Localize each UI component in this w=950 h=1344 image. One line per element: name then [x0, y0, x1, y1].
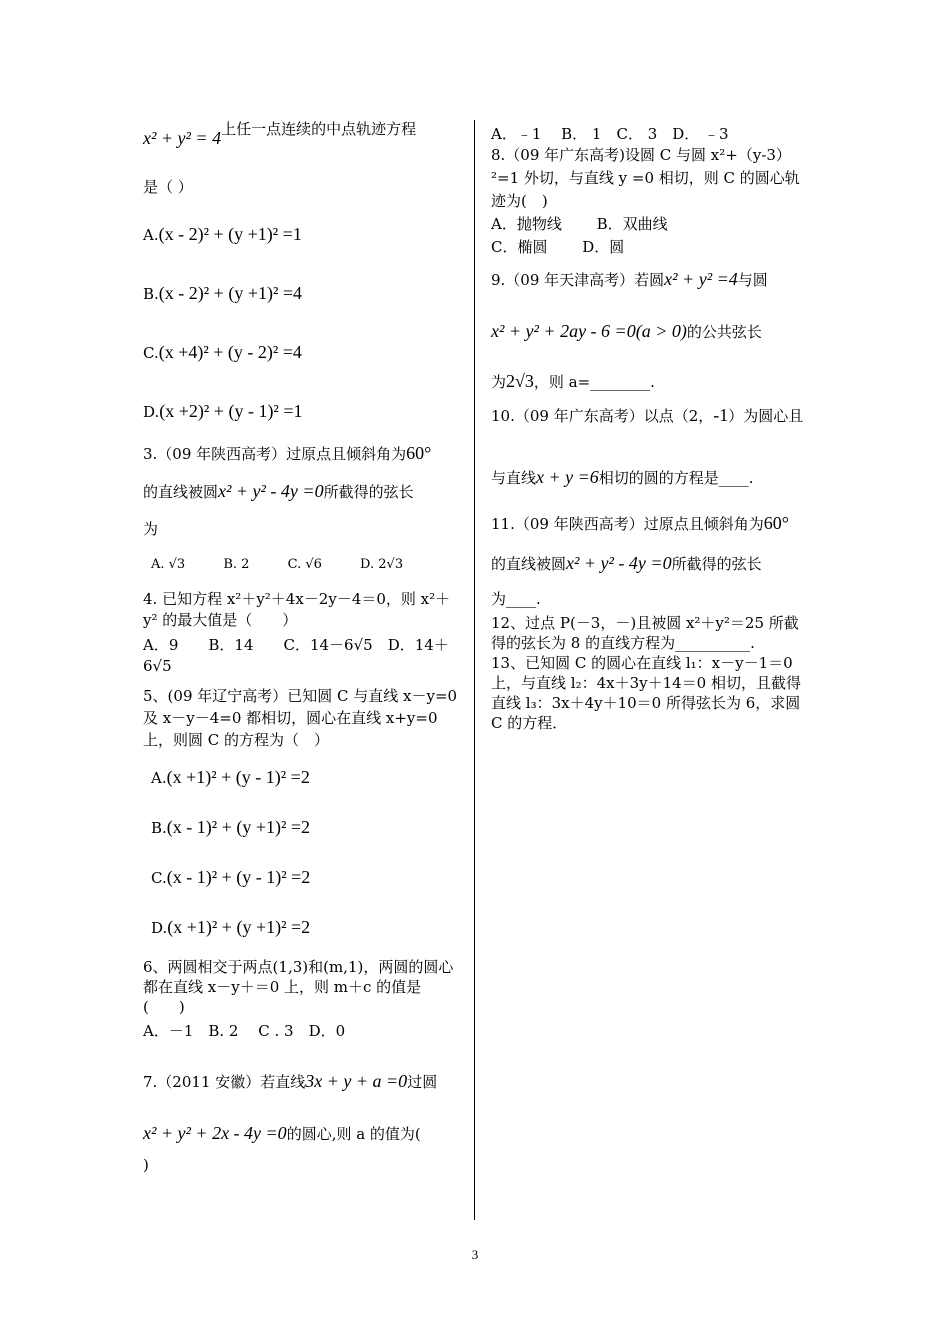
- intro-tail-text: 上任一点连续的中点轨迹方程: [221, 120, 417, 138]
- question-7: 7.（2011 安徽）若直线3x + y + a =0过圆 x² + y² + 2x - 4y =0的圆心,则 a 的值为( ): [143, 1071, 438, 1174]
- question-8: 8.（09 年广东高考)设圆 C 与圆 x²+（y-3）²=1 外切，与直线 y =0 相切，则 C 的圆心轨迹为( ) A．抛物线 B．双曲线 C．椭圆 D．圆: [491, 146, 800, 256]
- question-5: 5、(09 年辽宁高考）已知圆 C 与直线 x－y=0 及 x－y－4=0 都相切，圆心在直线 x+y=0 上，则圆 C 的方程为（ ）: [143, 687, 458, 749]
- left-column: [143, 120, 461, 1175]
- question-12: 12、过点 P(－3，－)且被圆 x²＋y²＝25 所截得的弦长为 8 的直线方程为__________.: [491, 614, 799, 652]
- question-3: 3.（09 年陕西高考）过原点且倾斜角为60° 的直线被圆x² + y² - 4y =0所截得的弦长 为 A. √3 B. 2 C. √6 D. 2√3: [143, 443, 461, 585]
- question-11: 11.（09 年陕西高考）过原点且倾斜角为60° 的直线被圆x² + y² - 4y =0所截得的弦长 为____.: [491, 513, 789, 608]
- intro-equation: x² + y² = 4: [143, 128, 222, 148]
- page-number: 3: [471, 1247, 479, 1262]
- option-d: D.(x +2)² + (y - 1)² =1: [143, 401, 303, 421]
- intro-line: [143, 120, 461, 149]
- right-column: [491, 120, 811, 733]
- question-4: 4. 已知方程 x²＋y²＋4x－2y－4＝0，则 x²＋y² 的最大值是（ ） A．9 B．14 C．14－6√5 D．14＋6√5: [143, 590, 451, 675]
- question-13: 13、已知圆 C 的圆心在直线 l₁：x－y－1＝0 上，与直线 l₂：4x＋3y＋14＝0 相切，且截得直线 l₃：3x＋4y＋10＝0 所得弦长为 6，求圆 C 的方程．: [491, 654, 801, 732]
- question-10: 10.（09 年广东高考）以点（2，-1）为圆心且 与直线x + y =6相切的圆的方程是____.: [491, 405, 804, 487]
- option-a: A.(x - 2)² + (y +1)² =1: [143, 224, 302, 244]
- intro-line-2: 是（ ）: [143, 178, 193, 196]
- option-c: C.(x +4)² + (y - 2)² =4: [143, 342, 302, 362]
- option-b: B.(x - 2)² + (y +1)² =4: [143, 283, 303, 303]
- question-2-options: [143, 224, 461, 443]
- question-3-options: A. √3 B. 2 C. √6 D. 2√3: [151, 557, 404, 572]
- column-divider: [474, 120, 475, 1220]
- question-6: 6、两圆相交于两点(1,3)和(m,1)，两圆的圆心都在直线 x－y＋＝0 上，则 m＋c 的值是( ) A．－1 B. 2 C . 3 D．0: [143, 958, 454, 1040]
- question-7-options: A．﹣1 B． 1 C． 3 D． ﹣3: [491, 125, 729, 143]
- question-5-options: A.(x +1)² + (y - 1)² =2 B.(x - 1)² + (y +1)² =2 C.(x - 1)² + (y - 1)² =2 D.(x +1)² + (y +1)² =2: [151, 767, 311, 937]
- question-9: 9.（09 年天津高考）若圆x² + y² =4与圆 x² + y² + 2ay - 6 =0(a > 0)的公共弦长 为2√3，则 a=________.: [491, 269, 768, 391]
